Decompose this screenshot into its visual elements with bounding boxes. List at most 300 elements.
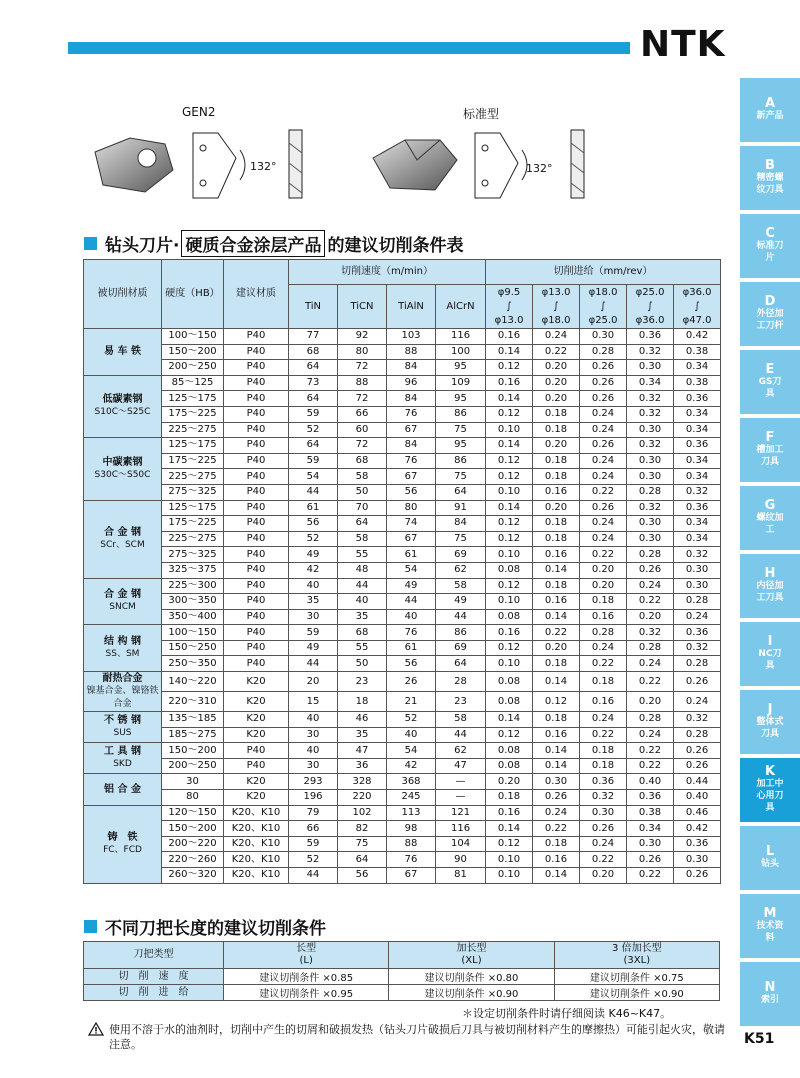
hardness-cell: 225～275 <box>162 422 224 438</box>
hardness-cell: 350～400 <box>162 609 224 625</box>
feed-cell: 0.30 <box>674 562 721 578</box>
feed-cell: 0.30 <box>627 453 674 469</box>
feed-cell: 0.14 <box>486 438 533 454</box>
sidebar-tab-letter: D <box>764 294 776 309</box>
grade-cell: P40 <box>224 375 289 391</box>
feed-cell: 0.24 <box>674 609 721 625</box>
speed-cell: 40 <box>289 743 338 759</box>
speed-cell: 40 <box>289 578 338 594</box>
feed-cell: 0.24 <box>533 329 580 345</box>
feed-cell: 0.28 <box>627 640 674 656</box>
material-subtype: S10C～S25C <box>94 407 151 418</box>
sidebar-tab-letter: A <box>764 96 776 111</box>
feed-cell: 0.22 <box>533 344 580 360</box>
speed-cell: 23 <box>436 692 486 712</box>
hardness-cell: 30 <box>162 774 224 790</box>
speed-cell: 56 <box>289 516 338 532</box>
feed-cell: 0.16 <box>486 329 533 345</box>
hardness-cell: 300～350 <box>162 594 224 610</box>
feed-cell: 0.10 <box>486 484 533 500</box>
grade-cell: P40 <box>224 594 289 610</box>
feed-cell: 0.20 <box>486 774 533 790</box>
feed-cell: 0.14 <box>486 344 533 360</box>
grade-cell: P40 <box>224 453 289 469</box>
feed-cell: 0.36 <box>627 790 674 806</box>
table-row <box>84 609 721 625</box>
sidebar-tab-letter: H <box>764 566 776 581</box>
speed-cell: 36 <box>338 758 387 774</box>
feed-cell: 0.22 <box>627 868 674 884</box>
feed-cell: 0.24 <box>627 656 674 672</box>
feed-cell: 0.30 <box>627 360 674 376</box>
cutting-conditions-table <box>83 259 721 884</box>
grade-cell: K20、K10 <box>224 852 289 868</box>
sidebar-tab-k[interactable] <box>740 758 800 822</box>
grade-cell: P40 <box>224 531 289 547</box>
grade-cell: P40 <box>224 360 289 376</box>
speed-cell: 96 <box>387 375 436 391</box>
speed-cell: 103 <box>387 329 436 345</box>
speed-cell: 52 <box>289 422 338 438</box>
feed-cell: 0.28 <box>580 625 627 641</box>
table-row <box>84 852 721 868</box>
feed-cell: 0.12 <box>486 836 533 852</box>
feed-cell: 0.34 <box>674 360 721 376</box>
section-marker <box>84 237 97 250</box>
speed-cell: 59 <box>289 453 338 469</box>
hardness-cell: 250～350 <box>162 656 224 672</box>
material-subtype: SCr、SCM <box>100 540 145 551</box>
feed-cell: 0.32 <box>627 391 674 407</box>
speed-cell: 86 <box>436 406 486 422</box>
sidebar-tab-c[interactable] <box>740 214 800 278</box>
speed-cell: 84 <box>387 391 436 407</box>
feed-cell: 0.16 <box>486 805 533 821</box>
header-speed: 切削速度（m/min） <box>289 260 486 285</box>
feed-cell: 0.20 <box>533 438 580 454</box>
speed-cell: 18 <box>338 692 387 712</box>
feed-cell: 0.28 <box>627 547 674 563</box>
feed-cell: 0.32 <box>627 625 674 641</box>
speed-cell: 104 <box>436 836 486 852</box>
hardness-cell: 175～225 <box>162 453 224 469</box>
feed-cell: 0.20 <box>627 692 674 712</box>
feed-cell: 0.08 <box>486 609 533 625</box>
header-grade: 建议材质 <box>224 260 289 329</box>
feed-cell: 0.20 <box>580 578 627 594</box>
feed-cell: 0.30 <box>627 531 674 547</box>
feed-cell: 0.24 <box>580 712 627 728</box>
speed-cell: 58 <box>436 712 486 728</box>
material-group-label <box>84 329 162 376</box>
speed-cell: 59 <box>289 406 338 422</box>
speed-cell: 116 <box>436 329 486 345</box>
feed-cell: 0.26 <box>580 438 627 454</box>
speed-cell: 196 <box>289 790 338 806</box>
grade-cell: K20、K10 <box>224 868 289 884</box>
speed-cell: 55 <box>338 640 387 656</box>
feed-cell: 0.46 <box>674 805 721 821</box>
header-coating: TiCN <box>338 285 387 329</box>
feed-cell: 0.18 <box>533 656 580 672</box>
speed-cell: 61 <box>289 500 338 516</box>
feed-cell: 0.18 <box>533 712 580 728</box>
feed-cell: 0.18 <box>533 422 580 438</box>
grade-cell: K20、K10 <box>224 821 289 837</box>
feed-cell: 0.18 <box>580 758 627 774</box>
hardness-cell: 140～220 <box>162 672 224 692</box>
feed-cell: 0.12 <box>486 469 533 485</box>
speed-cell: 44 <box>436 727 486 743</box>
table-row <box>84 547 721 563</box>
feed-cell: 0.12 <box>486 360 533 376</box>
grade-cell: K20 <box>224 712 289 728</box>
feed-cell: 0.22 <box>627 672 674 692</box>
speed-cell: 69 <box>436 547 486 563</box>
grade-cell: K20、K10 <box>224 805 289 821</box>
sidebar-tab-letter: N <box>764 980 776 995</box>
speed-cell: 62 <box>436 743 486 759</box>
feed-cell: 0.36 <box>674 836 721 852</box>
material-group-label <box>84 672 162 712</box>
warning-note <box>88 1022 728 1052</box>
sidebar-tab-label: 索引 <box>760 995 779 1005</box>
speed-cell: 28 <box>436 672 486 692</box>
feed-cell: 0.28 <box>674 727 721 743</box>
feed-cell: 0.36 <box>674 391 721 407</box>
sidebar-tab-label: 精密螺纹刀具 <box>756 173 784 195</box>
table-row <box>84 790 721 806</box>
hardness-cell: 135～185 <box>162 712 224 728</box>
speed-cell: 75 <box>338 836 387 852</box>
material-subtype: SUS <box>113 728 132 739</box>
speed-cell: 90 <box>436 852 486 868</box>
sidebar-tab-label: 技术资料 <box>756 921 784 943</box>
sidebar-tab-l[interactable] <box>740 826 800 890</box>
feed-cell: 0.24 <box>674 692 721 712</box>
feed-cell: 0.22 <box>627 743 674 759</box>
table-row <box>84 692 721 712</box>
section-title-recommended-conditions <box>84 230 463 257</box>
feed-cell: 0.26 <box>580 500 627 516</box>
material-group-label <box>84 438 162 500</box>
feed-cell: 0.16 <box>580 609 627 625</box>
header-material: 被切削材质 <box>84 260 162 329</box>
feed-cell: 0.22 <box>580 852 627 868</box>
sidebar-tab-letter: I <box>767 634 773 649</box>
speed-cell: 62 <box>436 562 486 578</box>
feed-cell: 0.42 <box>674 329 721 345</box>
material-subtype: FC、FCD <box>103 845 142 856</box>
hardness-cell: 80 <box>162 790 224 806</box>
feed-cell: 0.32 <box>674 640 721 656</box>
grade-cell: P40 <box>224 656 289 672</box>
feed-cell: 0.30 <box>580 805 627 821</box>
table-row <box>84 985 720 1001</box>
table-row <box>84 774 721 790</box>
feed-cell: 0.26 <box>580 391 627 407</box>
feed-cell: 0.28 <box>627 484 674 500</box>
speed-cell: 40 <box>387 727 436 743</box>
speed-cell: 67 <box>387 422 436 438</box>
grade-cell: P40 <box>224 625 289 641</box>
speed-cell: 23 <box>338 672 387 692</box>
feed-cell: 0.26 <box>674 868 721 884</box>
feed-cell: 0.18 <box>580 594 627 610</box>
material-subtype: SKD <box>113 759 132 770</box>
speed-cell: 59 <box>289 836 338 852</box>
speed-cell: 95 <box>436 438 486 454</box>
feed-cell: 0.24 <box>627 727 674 743</box>
feed-cell: 0.18 <box>533 578 580 594</box>
sidebar-tab-i[interactable] <box>740 622 800 686</box>
sidebar-tab-letter: F <box>765 430 775 445</box>
feed-cell: 0.34 <box>627 821 674 837</box>
material-name: 易 车 铁 <box>104 346 141 358</box>
feed-cell: 0.32 <box>580 790 627 806</box>
material-name: 合 金 钢 <box>104 527 141 539</box>
speed-cell: 66 <box>289 821 338 837</box>
speed-cell: 69 <box>436 640 486 656</box>
feed-cell: 0.16 <box>533 484 580 500</box>
material-name: 耐热合金 <box>102 673 143 685</box>
feed-cell: 0.30 <box>674 852 721 868</box>
sidebar-tab-label: GS刀具 <box>758 377 782 399</box>
speed-cell: 70 <box>338 500 387 516</box>
speed-cell: 50 <box>338 484 387 500</box>
sidebar-tab-label: 内径加工刀具 <box>756 581 784 603</box>
speed-cell: 40 <box>338 594 387 610</box>
header-diameter: φ25.0 ∫ φ36.0 <box>627 285 674 329</box>
speed-cell: 109 <box>436 375 486 391</box>
speed-cell: 64 <box>289 391 338 407</box>
feed-cell: 0.34 <box>674 422 721 438</box>
speed-cell: 116 <box>436 821 486 837</box>
speed-cell: 68 <box>338 453 387 469</box>
table-row <box>84 836 721 852</box>
sidebar-tab-f[interactable] <box>740 418 800 482</box>
sidebar-tab-letter: K <box>764 764 776 779</box>
table-row <box>84 805 721 821</box>
length-cell: 建议切削条件 ×0.75 <box>554 969 719 985</box>
speed-cell: 44 <box>289 656 338 672</box>
sidebar-tab-letter: L <box>765 844 775 859</box>
speed-cell: 61 <box>387 640 436 656</box>
material-name: 铝 合 金 <box>104 784 141 796</box>
speed-cell: 67 <box>387 531 436 547</box>
sidebar-tab-label: 整体式刀具 <box>756 717 784 739</box>
speed-cell: 60 <box>338 422 387 438</box>
feed-cell: 0.26 <box>674 758 721 774</box>
feed-cell: 0.26 <box>580 375 627 391</box>
feed-cell: 0.20 <box>627 609 674 625</box>
header-hardness: 硬度（HB） <box>162 260 224 329</box>
feed-cell: 0.14 <box>533 868 580 884</box>
feed-cell: 0.10 <box>486 852 533 868</box>
speed-cell: 88 <box>338 375 387 391</box>
feed-cell: 0.10 <box>486 422 533 438</box>
sidebar-tab-e[interactable] <box>740 350 800 414</box>
speed-cell: 54 <box>289 469 338 485</box>
grade-cell: P40 <box>224 640 289 656</box>
sidebar-tab-h[interactable] <box>740 554 800 618</box>
table-row <box>84 469 721 485</box>
hardness-cell: 225～275 <box>162 469 224 485</box>
gen2-side-view <box>286 128 306 200</box>
speed-cell: 88 <box>387 836 436 852</box>
sidebar-tab-n[interactable] <box>740 962 800 1026</box>
feed-cell: 0.12 <box>486 727 533 743</box>
speed-cell: 54 <box>387 562 436 578</box>
feed-cell: 0.14 <box>486 500 533 516</box>
feed-cell: 0.30 <box>627 516 674 532</box>
length-cell: 建议切削条件 ×0.90 <box>554 985 719 1001</box>
material-group-label <box>84 578 162 625</box>
material-name: 合 金 钢 <box>104 589 141 601</box>
feed-cell: 0.34 <box>674 516 721 532</box>
sidebar-tab-d[interactable] <box>740 282 800 346</box>
grade-cell: P40 <box>224 609 289 625</box>
speed-cell: 84 <box>436 516 486 532</box>
material-name: 工 具 钢 <box>104 746 141 758</box>
feed-cell: 0.12 <box>486 406 533 422</box>
speed-cell: 64 <box>289 438 338 454</box>
table-row <box>84 578 721 594</box>
hardness-cell: 220～310 <box>162 692 224 712</box>
feed-cell: 0.24 <box>580 406 627 422</box>
hardness-cell: 120～150 <box>162 805 224 821</box>
hardness-cell: 150～200 <box>162 344 224 360</box>
speed-cell: 328 <box>338 774 387 790</box>
speed-cell: 47 <box>338 743 387 759</box>
section-title-holder-length <box>84 914 326 939</box>
grade-cell: P40 <box>224 578 289 594</box>
feed-cell: 0.12 <box>486 453 533 469</box>
speed-cell: 72 <box>338 391 387 407</box>
sidebar-tab-b[interactable] <box>740 146 800 210</box>
feed-cell: 0.16 <box>533 852 580 868</box>
section-title-prefix: 钻头刀片· <box>105 236 180 256</box>
table-row <box>84 360 721 376</box>
hardness-cell: 260～320 <box>162 868 224 884</box>
feed-cell: 0.18 <box>533 836 580 852</box>
feed-cell: 0.12 <box>533 692 580 712</box>
reference-note: ＊设定切削条件时请仔细阅读 K46~K47。 <box>462 1007 672 1020</box>
speed-cell: 26 <box>387 672 436 692</box>
speed-cell: 42 <box>289 562 338 578</box>
feed-cell: 0.24 <box>580 469 627 485</box>
feed-cell: 0.14 <box>486 821 533 837</box>
feed-cell: 0.24 <box>533 805 580 821</box>
speed-cell: 64 <box>289 360 338 376</box>
speed-cell: 76 <box>387 625 436 641</box>
gen2-label: GEN2 <box>182 105 216 119</box>
feed-cell: 0.16 <box>580 692 627 712</box>
speed-cell: 81 <box>436 868 486 884</box>
length-row-label: 切 削 速 度 <box>84 969 224 985</box>
sidebar-tab-g[interactable] <box>740 486 800 550</box>
speed-cell: 220 <box>338 790 387 806</box>
feed-cell: 0.34 <box>674 406 721 422</box>
feed-cell: 0.10 <box>486 594 533 610</box>
speed-cell: 58 <box>436 578 486 594</box>
warning-icon <box>88 1022 104 1036</box>
speed-cell: 121 <box>436 805 486 821</box>
speed-cell: 95 <box>436 391 486 407</box>
feed-cell: 0.30 <box>627 469 674 485</box>
feed-cell: 0.40 <box>674 790 721 806</box>
speed-cell: 61 <box>387 547 436 563</box>
speed-cell: 245 <box>387 790 436 806</box>
sidebar-tab-j[interactable] <box>740 690 800 754</box>
feed-cell: 0.16 <box>486 375 533 391</box>
grade-cell: P40 <box>224 391 289 407</box>
feed-cell: 0.18 <box>533 453 580 469</box>
header-coating: AlCrN <box>436 285 486 329</box>
speed-cell: 56 <box>387 656 436 672</box>
table-row <box>84 422 721 438</box>
speed-cell: 368 <box>387 774 436 790</box>
feed-cell: 0.36 <box>674 500 721 516</box>
grade-cell: P40 <box>224 547 289 563</box>
feed-cell: 0.26 <box>627 562 674 578</box>
feed-cell: 0.22 <box>580 484 627 500</box>
feed-cell: 0.20 <box>533 640 580 656</box>
feed-cell: 0.16 <box>533 727 580 743</box>
speed-cell: 56 <box>338 868 387 884</box>
feed-cell: 0.10 <box>486 868 533 884</box>
material-subtype: S30C～S50C <box>94 469 151 480</box>
feed-cell: 0.30 <box>674 578 721 594</box>
table-row <box>84 516 721 532</box>
length-header-xl: 加长型 (XL) <box>389 942 554 969</box>
speed-cell: 58 <box>338 469 387 485</box>
feed-cell: 0.12 <box>486 516 533 532</box>
speed-cell: 49 <box>289 547 338 563</box>
grade-cell: P40 <box>224 469 289 485</box>
speed-cell: 42 <box>387 758 436 774</box>
feed-cell: 0.08 <box>486 743 533 759</box>
material-subtype: SNCM <box>109 602 136 613</box>
sidebar-tab-label: 外径加工刀杆 <box>756 309 784 331</box>
speed-cell: 91 <box>436 500 486 516</box>
feed-cell: 0.26 <box>674 743 721 759</box>
feed-cell: 0.36 <box>674 625 721 641</box>
speed-cell: 49 <box>387 578 436 594</box>
feed-cell: 0.40 <box>627 774 674 790</box>
hardness-cell: 200～250 <box>162 360 224 376</box>
feed-cell: 0.36 <box>580 774 627 790</box>
speed-cell: 64 <box>338 852 387 868</box>
grade-cell: K20 <box>224 790 289 806</box>
speed-cell: 76 <box>387 453 436 469</box>
feed-cell: 0.26 <box>580 821 627 837</box>
feed-cell: 0.12 <box>486 640 533 656</box>
sidebar-tab-label: 槽加工刀具 <box>756 445 784 467</box>
sidebar-tab-letter: G <box>764 498 776 513</box>
speed-cell: 59 <box>289 625 338 641</box>
sidebar-tab-m[interactable] <box>740 894 800 958</box>
grade-cell: P40 <box>224 422 289 438</box>
header-diameter: φ36.0 ∫ φ47.0 <box>674 285 721 329</box>
speed-cell: 47 <box>436 758 486 774</box>
sidebar-tab-a[interactable] <box>740 78 800 142</box>
speed-cell: 40 <box>289 712 338 728</box>
hardness-cell: 275～325 <box>162 547 224 563</box>
hardness-cell: 185～275 <box>162 727 224 743</box>
speed-cell: 88 <box>387 344 436 360</box>
hardness-cell: 150～200 <box>162 821 224 837</box>
